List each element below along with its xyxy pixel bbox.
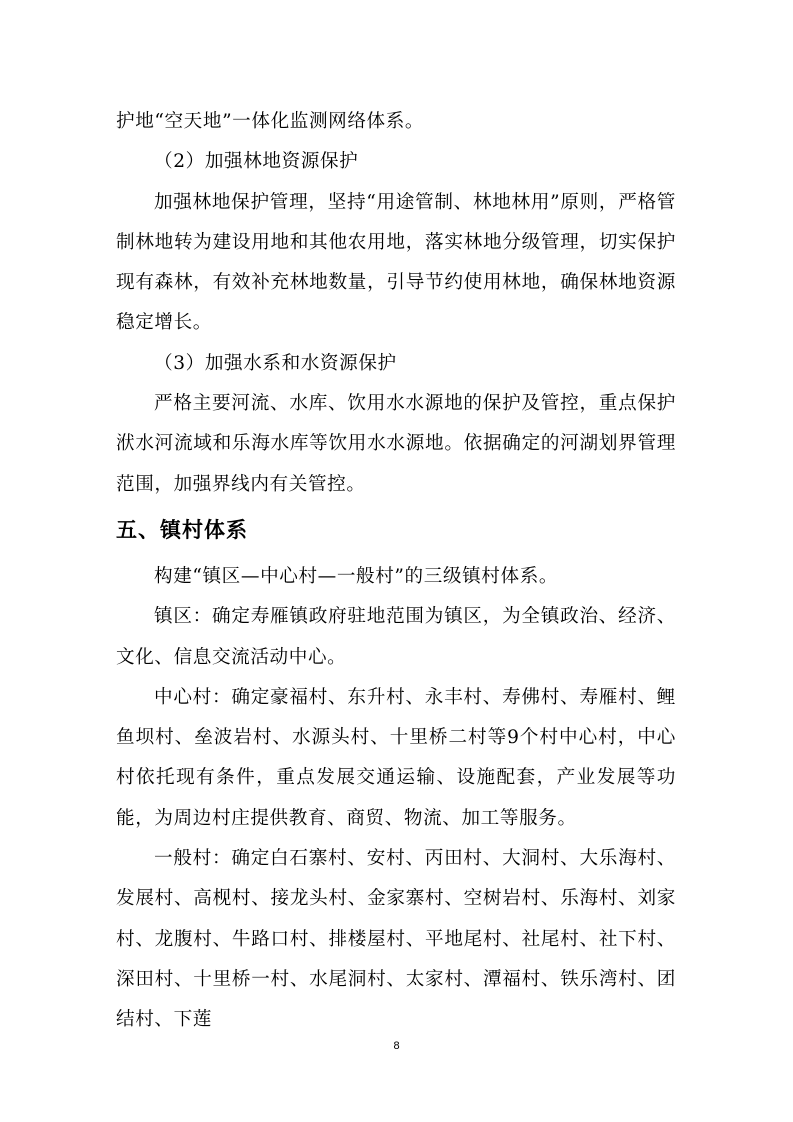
paragraph-continuation: 护地“空天地”一体化监测网络体系。 <box>116 111 425 132</box>
subheading-water-protection: （3）加强水系和水资源保护 <box>154 352 397 374</box>
document-body <box>116 102 676 1041</box>
section-heading: 五、镇村体系 <box>116 517 248 542</box>
paragraph-forest-protection: 加强林地保护管理，坚持“用途管制、林地林用”原则，严格管制林地转为建设用地和其他农用地，落实林地分级管理，切实保护现有森林，有效补充林地数量，引导节约使用林地，确保林地资源稳定增长。 <box>116 191 676 334</box>
paragraph-water-protection: 严格主要河流、水库、饮用水水源地的保护及管控，重点保护洑水河流域和乐海水库等饮用水水源地。依据确定的河湖划界管理范围，加强界线内有关管控。 <box>116 393 676 495</box>
page-number: 8 <box>393 1040 400 1052</box>
paragraph-central-villages: 中心村：确定豪福村、东升村、永丰村、寿佛村、寿雁村、鲤鱼坝村、垒波岩村、水源头村、十里桥二村等9个村中心村，中心村依托现有条件，重点发展交通运输、设施配套，产业发展等功能，为周边村庄提供教育、商贸、物流、加工等服务。 <box>116 686 676 829</box>
paragraph-general-villages: 一般村：确定白石寨村、安村、丙田村、大洞村、大乐海村、发展村、高枧村、接龙头村、金家寨村、空树岩村、乐海村、刘家村、龙腹村、牛路口村、排楼屋村、平地尾村、社尾村、社下村、深田村、十里桥一村、水尾洞村、太家村、潭福村、铁乐湾村、团结村、下莲 <box>116 848 676 1031</box>
subheading-forest-protection: （2）加强林地资源保护 <box>154 151 359 173</box>
paragraph-town-area: 镇区：确定寿雁镇政府驻地范围为镇区，为全镇政治、经济、文化、信息交流活动中心。 <box>116 606 676 668</box>
paragraph-town-system: 构建“镇区—中心村—一般村”的三级镇村体系。 <box>154 565 559 587</box>
